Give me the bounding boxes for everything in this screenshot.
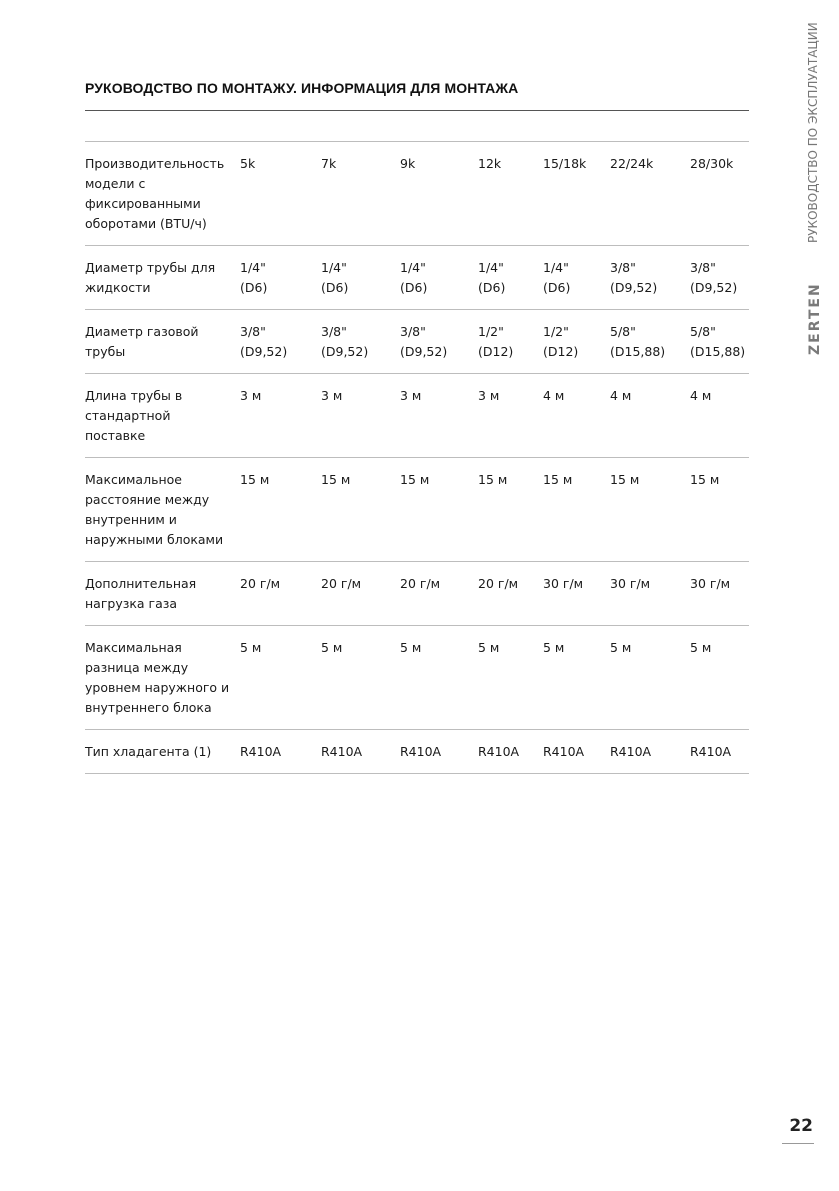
- cell-line: 15 м: [321, 472, 351, 487]
- cell-line: 15 м: [240, 472, 270, 487]
- table-cell: [610, 246, 690, 310]
- cell-line: 30 г/м: [543, 576, 584, 591]
- row-label: Максимальная разница между уровнем наружного и внутреннего блока: [85, 626, 240, 730]
- cell-line: 3 м: [321, 388, 343, 403]
- cell-line: (D6): [321, 280, 349, 295]
- cell-line: R410A: [690, 744, 732, 759]
- cell-line: (D9,52): [400, 344, 448, 359]
- table-cell: [400, 374, 478, 458]
- table-row: [85, 246, 749, 310]
- table-cell: [478, 246, 543, 310]
- table-body: [85, 142, 749, 774]
- table-cell: [610, 458, 690, 562]
- cell-line: 15/18k: [543, 156, 587, 171]
- cell-line: (D9,52): [321, 344, 369, 359]
- table-cell: [321, 730, 400, 774]
- cell-line: (D9,52): [240, 344, 288, 359]
- table-cell: [321, 374, 400, 458]
- cell-line: 15 м: [400, 472, 430, 487]
- cell-line: 1/4": [543, 260, 569, 275]
- cell-line: 3/8": [690, 260, 716, 275]
- table-cell: [321, 626, 400, 730]
- cell-line: (D9,52): [690, 280, 738, 295]
- table-cell: [610, 142, 690, 246]
- table-cell: [610, 730, 690, 774]
- sidebar-section-title: РУКОВОДСТВО ПО ЭКСПЛУАТАЦИИ: [806, 22, 820, 243]
- cell-line: (D12): [543, 344, 579, 359]
- table-row: [85, 310, 749, 374]
- cell-line: (D6): [543, 280, 571, 295]
- row-label: Диаметр трубы для жидкости: [85, 246, 240, 310]
- cell-line: 4 м: [690, 388, 712, 403]
- cell-line: 3 м: [478, 388, 500, 403]
- cell-line: (D6): [240, 280, 268, 295]
- row-label: Тип хладагента (1): [85, 730, 240, 774]
- cell-line: (D6): [400, 280, 428, 295]
- table-cell: [240, 562, 321, 626]
- table-cell: [321, 142, 400, 246]
- page-title: РУКОВОДСТВО ПО МОНТАЖУ. ИНФОРМАЦИЯ ДЛЯ МОНТАЖА: [85, 80, 519, 96]
- table-cell: [690, 730, 749, 774]
- cell-line: 20 г/м: [321, 576, 362, 591]
- cell-line: 5 м: [690, 640, 712, 655]
- cell-line: 5/8": [610, 324, 636, 339]
- table-cell: [690, 562, 749, 626]
- cell-line: 3/8": [610, 260, 636, 275]
- table-cell: [543, 142, 610, 246]
- cell-line: 3/8": [400, 324, 426, 339]
- table-cell: [543, 626, 610, 730]
- cell-line: 7k: [321, 156, 337, 171]
- cell-line: (D15,88): [690, 344, 746, 359]
- cell-line: (D12): [478, 344, 514, 359]
- table-cell: [240, 730, 321, 774]
- cell-line: 5 м: [321, 640, 343, 655]
- cell-line: 15 м: [543, 472, 573, 487]
- cell-line: 1/4": [478, 260, 504, 275]
- table-cell: [543, 374, 610, 458]
- cell-line: R410A: [400, 744, 442, 759]
- table-cell: [543, 246, 610, 310]
- title-divider: [85, 110, 749, 111]
- table-cell: [321, 562, 400, 626]
- table-cell: [240, 246, 321, 310]
- row-label: Максимальное расстояние между внутренним и наружными блоками: [85, 458, 240, 562]
- brand-logo: ZERTEN: [807, 282, 823, 355]
- row-label: Производительность модели с фиксированными оборотами (BTU/ч): [85, 142, 240, 246]
- cell-line: 15 м: [478, 472, 508, 487]
- table-cell: [690, 310, 749, 374]
- table-cell: [690, 142, 749, 246]
- cell-line: 5 м: [543, 640, 565, 655]
- cell-line: 4 м: [543, 388, 565, 403]
- cell-line: 5 м: [478, 640, 500, 655]
- table-cell: [321, 310, 400, 374]
- cell-line: 30 г/м: [610, 576, 651, 591]
- row-label: Дополнительная нагрузка газа: [85, 562, 240, 626]
- table-cell: [240, 458, 321, 562]
- table-cell: [690, 374, 749, 458]
- table-cell: [610, 374, 690, 458]
- cell-line: 1/4": [321, 260, 347, 275]
- cell-line: 20 г/м: [400, 576, 441, 591]
- table-cell: [610, 310, 690, 374]
- table-cell: [478, 142, 543, 246]
- cell-line: 30 г/м: [690, 576, 731, 591]
- table-row: [85, 458, 749, 562]
- cell-line: 1/4": [240, 260, 266, 275]
- table-row: [85, 142, 749, 246]
- table-cell: [478, 310, 543, 374]
- cell-line: 5 м: [610, 640, 632, 655]
- table-cell: [610, 562, 690, 626]
- installation-spec-table: [85, 141, 749, 774]
- table-row: [85, 562, 749, 626]
- cell-line: R410A: [321, 744, 363, 759]
- cell-line: 1/4": [400, 260, 426, 275]
- table-cell: [321, 458, 400, 562]
- table-cell: [478, 458, 543, 562]
- cell-line: R410A: [610, 744, 652, 759]
- table-cell: [321, 246, 400, 310]
- cell-line: 5/8": [690, 324, 716, 339]
- page-number-divider: [782, 1143, 814, 1144]
- table-cell: [543, 310, 610, 374]
- cell-line: R410A: [240, 744, 282, 759]
- cell-line: 20 г/м: [240, 576, 281, 591]
- cell-line: R410A: [543, 744, 585, 759]
- cell-line: 3 м: [240, 388, 262, 403]
- table-cell: [478, 374, 543, 458]
- cell-line: R410A: [478, 744, 520, 759]
- table-cell: [478, 562, 543, 626]
- table-cell: [240, 310, 321, 374]
- cell-line: 15 м: [690, 472, 720, 487]
- table-cell: [543, 730, 610, 774]
- table-cell: [240, 626, 321, 730]
- table-cell: [400, 626, 478, 730]
- table-cell: [690, 626, 749, 730]
- cell-line: (D15,88): [610, 344, 666, 359]
- table-cell: [400, 310, 478, 374]
- cell-line: 1/2": [543, 324, 569, 339]
- table-cell: [690, 458, 749, 562]
- cell-line: 1/2": [478, 324, 504, 339]
- table-cell: [240, 142, 321, 246]
- page-number: 22: [789, 1116, 813, 1136]
- row-label: Длина трубы в стандартной поставке: [85, 374, 240, 458]
- table-cell: [543, 562, 610, 626]
- cell-line: 9k: [400, 156, 416, 171]
- table-cell: [690, 246, 749, 310]
- table-row: [85, 626, 749, 730]
- table-cell: [400, 246, 478, 310]
- table-cell: [543, 458, 610, 562]
- table-cell: [478, 626, 543, 730]
- cell-line: 5 м: [240, 640, 262, 655]
- cell-line: 15 м: [610, 472, 640, 487]
- table-cell: [240, 374, 321, 458]
- table-cell: [400, 730, 478, 774]
- cell-line: 12k: [478, 156, 502, 171]
- table-cell: [400, 142, 478, 246]
- table-cell: [478, 730, 543, 774]
- cell-line: 3 м: [400, 388, 422, 403]
- cell-line: (D9,52): [610, 280, 658, 295]
- cell-line: 3/8": [240, 324, 266, 339]
- cell-line: 28/30k: [690, 156, 734, 171]
- table-row: [85, 730, 749, 774]
- cell-line: 3/8": [321, 324, 347, 339]
- row-label: Диаметр газовой трубы: [85, 310, 240, 374]
- table-row: [85, 374, 749, 458]
- table-cell: [610, 626, 690, 730]
- table-cell: [400, 562, 478, 626]
- cell-line: 5 м: [400, 640, 422, 655]
- cell-line: 22/24k: [610, 156, 654, 171]
- table-cell: [400, 458, 478, 562]
- cell-line: (D6): [478, 280, 506, 295]
- cell-line: 20 г/м: [478, 576, 519, 591]
- cell-line: 5k: [240, 156, 256, 171]
- cell-line: 4 м: [610, 388, 632, 403]
